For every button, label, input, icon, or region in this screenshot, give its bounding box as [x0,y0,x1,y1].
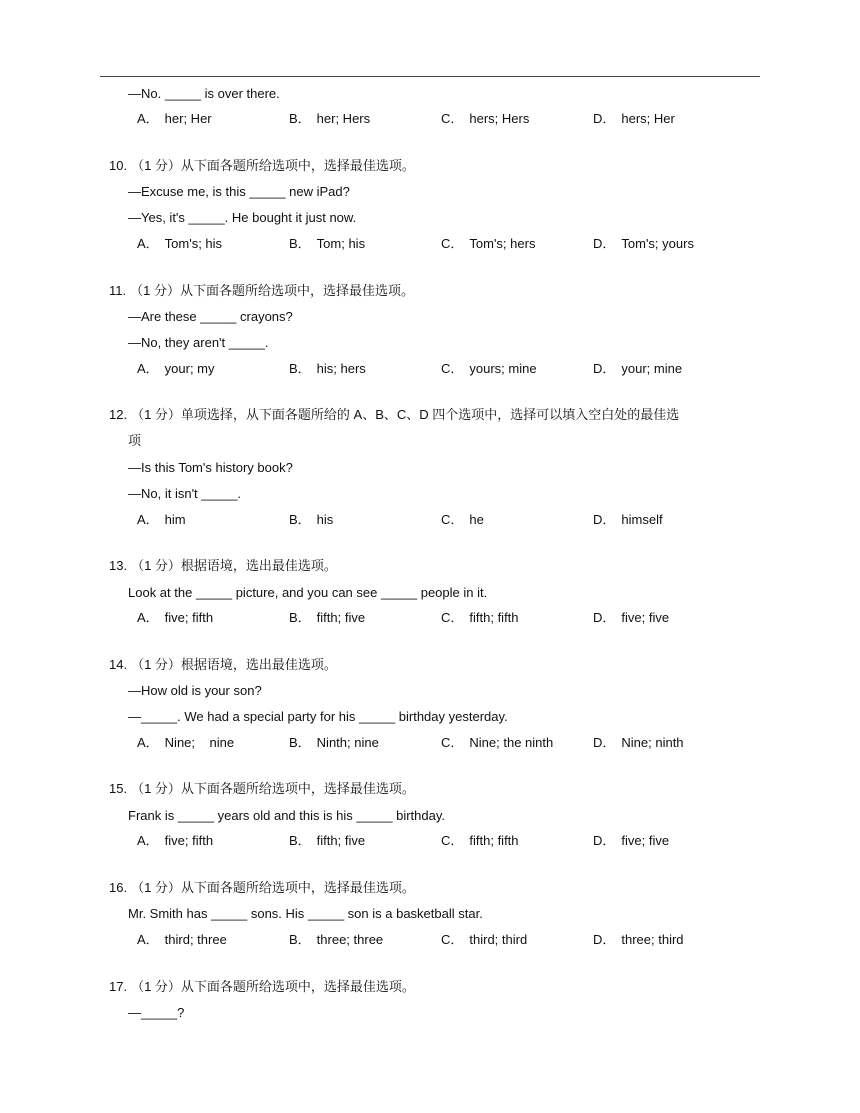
option-c[interactable]: C． he [441,512,484,527]
question-12-line-1: —Is this Tom's history book? [128,460,293,475]
question-10-line-1: —Excuse me, is this _____ new iPad? [128,184,350,199]
question-15-line-1: Frank is _____ years old and this is his _____ birthday. [128,808,445,823]
question-12-line-2: —No, it isn't _____. [128,486,242,501]
question-9-line: —No. _____ is over there. [128,86,280,101]
question-13-options [137,610,757,626]
option-d[interactable]: D． five; five [593,610,670,625]
option-d[interactable]: D． your; mine [593,361,683,376]
option-c[interactable]: C． Tom's; hers [441,236,536,251]
option-b[interactable]: B． fifth; five [289,833,366,848]
option-c[interactable]: C． yours; mine [441,361,537,376]
option-b[interactable]: B． his [289,512,334,527]
question-14-line-2: —_____. We had a special party for his _____ birthday yesterday. [128,709,508,724]
option-c[interactable]: C． third; third [441,932,528,947]
question-13-line-1: Look at the _____ picture, and you can see _____ people in it. [128,585,488,600]
question-11-header: 11. （1 分）从下面各题所给选项中，选择最佳选项。 [109,283,414,298]
option-d[interactable]: D． three; third [593,932,684,947]
option-c[interactable]: C． hers; Hers [441,111,530,126]
option-b[interactable]: B． fifth; five [289,610,366,625]
question-14-line-1: —How old is your son? [128,683,262,698]
option-c[interactable]: C． fifth; fifth [441,833,519,848]
option-d[interactable]: D． five; five [593,833,670,848]
option-d[interactable]: D． Tom's; yours [593,236,694,251]
question-13-header: 13. （1 分）根据语境，选出最佳选项。 [109,558,337,573]
question-11-options [137,361,757,377]
option-a[interactable]: A． your; my [137,361,215,376]
question-11-line-1: —Are these _____ crayons? [128,309,293,324]
option-a[interactable]: A． five; fifth [137,610,214,625]
option-b[interactable]: B． three; three [289,932,384,947]
option-c[interactable]: C． Nine; the ninth [441,735,554,750]
header-rule [100,76,760,77]
question-16-line-1: Mr. Smith has _____ sons. His _____ son is a basketball star. [128,906,483,921]
question-14-options [137,735,757,751]
question-12-options [137,512,757,528]
question-15-header: 15. （1 分）从下面各题所给选项中，选择最佳选项。 [109,781,415,796]
question-11-line-2: —No, they aren't _____. [128,335,269,350]
option-a[interactable]: A． five; fifth [137,833,214,848]
option-a[interactable]: A． third; three [137,932,227,947]
question-10-options [137,236,757,252]
option-a[interactable]: A． him [137,512,186,527]
option-a[interactable]: A． Nine; nine [137,735,235,750]
option-d[interactable]: D． hers; Her [593,111,675,126]
option-d[interactable]: D． Nine; ninth [593,735,684,750]
option-b[interactable]: B． Tom; his [289,236,366,251]
question-9-options [137,111,757,127]
option-d[interactable]: D． himself [593,512,663,527]
question-17-header: 17. （1 分）从下面各题所给选项中，选择最佳选项。 [109,979,415,994]
question-16-options [137,932,757,948]
question-12-header: 12. （1 分）单项选择，从下面各题所给的 A、B、C、D 四个选项中，选择可以填入空白处的最佳选 [109,407,680,422]
question-17-line-1: —_____? [128,1005,185,1020]
question-10-header: 10. （1 分）从下面各题所给选项中，选择最佳选项。 [109,158,415,173]
option-c[interactable]: C． fifth; fifth [441,610,519,625]
option-a[interactable]: A． Tom's; his [137,236,223,251]
option-b[interactable]: B． her; Hers [289,111,371,126]
option-a[interactable]: A． her; Her [137,111,212,126]
question-16-header: 16. （1 分）从下面各题所给选项中，选择最佳选项。 [109,880,415,895]
option-b[interactable]: B． Ninth; nine [289,735,379,750]
option-b[interactable]: B． his; hers [289,361,366,376]
question-15-options [137,833,757,849]
question-10-line-2: —Yes, it's _____. He bought it just now. [128,210,357,225]
question-14-header: 14. （1 分）根据语境，选出最佳选项。 [109,657,337,672]
question-12-header-continuation: 项 [128,433,142,448]
